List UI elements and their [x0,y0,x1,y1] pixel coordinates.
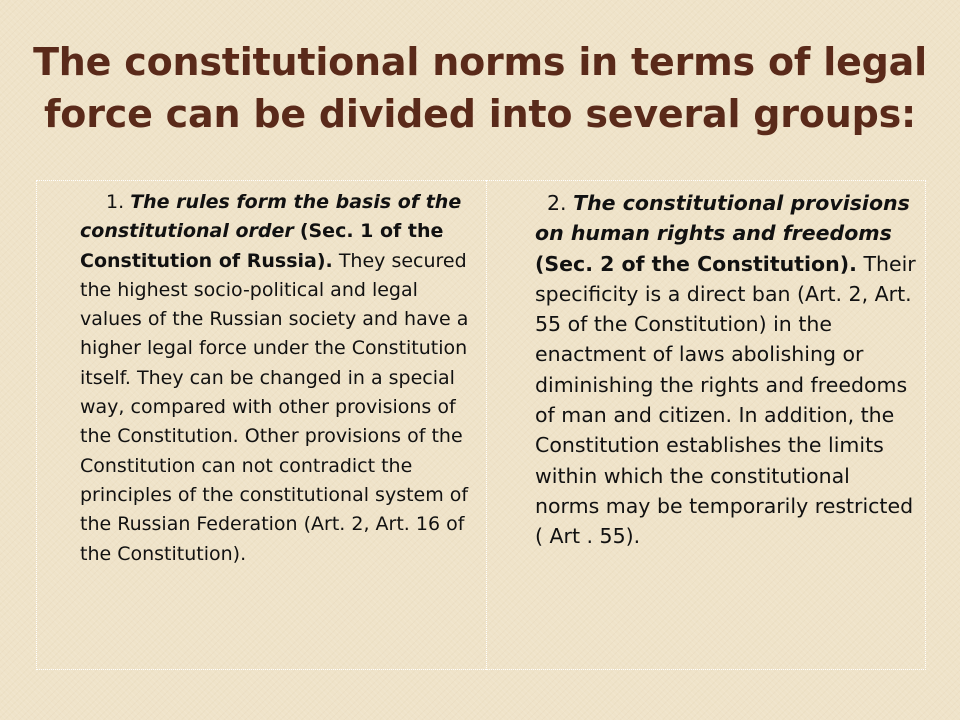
left-heading-ref: (Sec. 1 of the Constitution of Russia). [80,220,444,272]
slide-title: The constitutional norms in terms of legal force can be divided into several groups: [33,40,927,136]
right-heading-italic: The constitutional provisions on human rights and freedoms [535,191,910,246]
right-body: Their specificity is a direct ban (Art. 2, Art. 55 of the Constitution) in the enactment of laws abolishing or diminishing the rights and freedoms of man and citizen. In addition, the Constitution establishes the limits within which the constitutional norms may be temporarily restricted ( Art . 55). [535,251,916,549]
right-number: 2. [547,191,567,215]
right-paragraph [535,188,920,552]
left-column [80,188,480,569]
left-number: 1. [106,191,125,213]
left-heading-italic: The rules form the basis of the constitutional order [80,191,462,243]
left-body: They secured the highest socio-political and legal values of the Russian society and have a higher legal force under the Constitution itself. They can be changed in a special way, compared with other provisions of the Constitution. Other provisions of the Constitution can not contradict the principles of the constitutional system of the Russian Federation (Art. 2, Art. 16 of the Constitution). [80,249,469,565]
right-heading-ref: (Sec. 2 of the Constitution). [535,251,857,276]
column-divider [486,180,487,670]
left-paragraph [80,188,480,569]
right-column [535,188,920,552]
